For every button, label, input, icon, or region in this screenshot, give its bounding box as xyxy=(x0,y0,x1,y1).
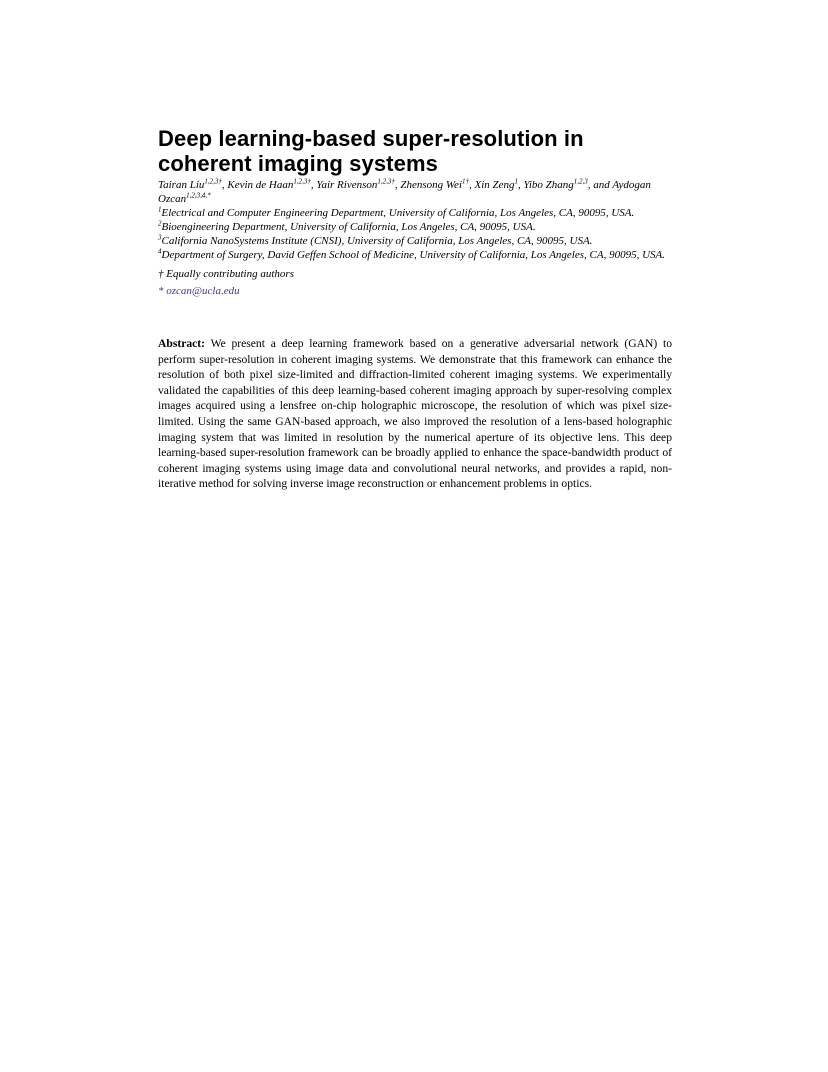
abstract-label: Abstract: xyxy=(158,337,206,350)
author: Zhensong Wei$^{1\dagger}$, xyxy=(400,177,475,191)
affiliation: $^1$Electrical and Computer Engineering Department, University of California, Los Angeles, CA, 90095, USA. xyxy=(158,205,635,219)
author: Kevin de Haan$^{1,2,3\dagger}$, xyxy=(227,177,317,191)
corresponding-email-link[interactable]: * ozcan@ucla.edu xyxy=(158,285,240,297)
affiliation: $^2$Bioengineering Department, University of California, Los Angeles, CA, 90095, USA. xyxy=(158,219,536,233)
paper-title: Deep learning-based super-resolution in coherent imaging systems xyxy=(158,126,584,176)
author: Yibo Zhang$^{1,2,3}$, and xyxy=(523,177,613,191)
author: Tairan Liu$^{1,2,3\dagger}$, xyxy=(158,177,228,191)
paper-page xyxy=(158,126,672,492)
affiliation: $^4$Department of Surgery, David Geffen School of Medicine, University of California, Los Angeles, CA, 90095, USA. xyxy=(158,247,665,261)
abstract-text: We present a deep learning framework based on a generative adversarial network (GAN) to perform super-resolution in coherent imaging systems. We demonstrate that this framework can enhance the resolution of both pixel size-limited and diffraction-limited coherent imaging systems. We experimentally validated the capabilities of this deep learning-based coherent imaging approach by super-resolving complex images acquired using a lensfree on-chip holographic microscope, the resolution of which was pixel size-limited. Using the same GAN-based approach, we also improved the resolution of a lens-based holographic imaging system that was limited in resolution by the numerical aperture of its objective lens. This deep learning-based super-resolution framework can be broadly applied to enhance the space-bandwidth product of coherent imaging systems using image data and convolutional neural networks, and provides a rapid, non-iterative method for solving inverse image reconstruction or enhancement problems in optics. xyxy=(158,337,672,491)
author: Xin Zeng$^1$, xyxy=(474,177,524,191)
author: Yair Rivenson$^{1,2,3\dagger}$, xyxy=(316,177,401,191)
author: Aydogan Ozcan$^{1,2,3,4,*}$ xyxy=(158,179,651,205)
author-list xyxy=(158,178,672,206)
affiliation: $^3$California NanoSystems Institute (CNSI), University of California, Los Angeles, CA, 90095, USA. xyxy=(158,233,593,247)
equal-contribution-note: † Equally contributing authors xyxy=(158,268,294,280)
abstract xyxy=(158,336,672,492)
